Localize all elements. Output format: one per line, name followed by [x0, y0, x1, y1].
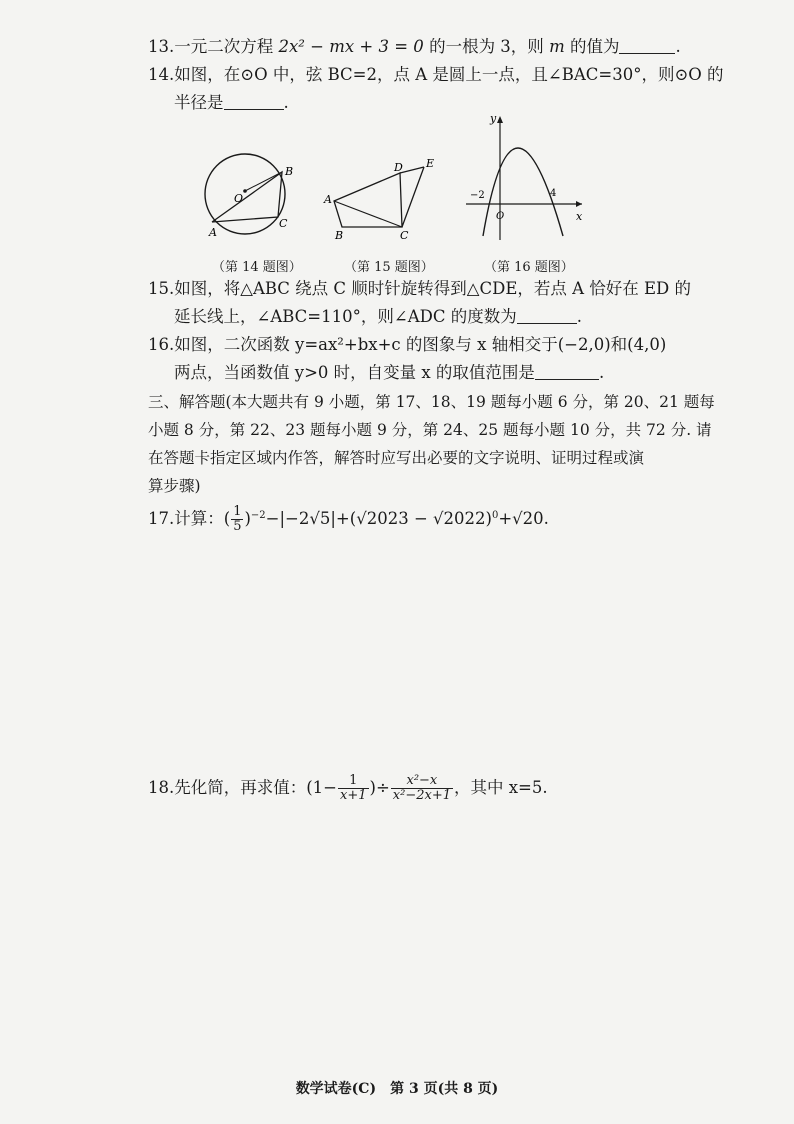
- answer-blank: [517, 307, 577, 324]
- svg-text:C: C: [400, 229, 409, 242]
- radius-line: [245, 172, 282, 191]
- svg-text:A: A: [209, 226, 217, 239]
- question-13: 13.一元二次方程 2x² − mx + 3 = 0 的一根为 3，则 m 的值为 .: [148, 37, 681, 56]
- svg-text:B: B: [335, 229, 344, 242]
- page-footer: 数学试卷(C) 第 3 页(共 8 页): [295, 1081, 499, 1097]
- question-16: 16.如图，二次函数 y=ax²+bx+c 的图象与 x 轴相交于(−2,0)和(4,0): [148, 335, 667, 354]
- figure-14-caption: （第 14 题图）: [212, 260, 302, 275]
- triangle-abc: [212, 172, 282, 222]
- figure-15: [322, 155, 442, 243]
- svg-text:O: O: [234, 192, 244, 205]
- svg-text:C: C: [279, 217, 288, 230]
- section-3-line-3: 在答题卡指定区域内作答，解答时应写出必要的文字说明、证明过程或演: [148, 449, 645, 467]
- svg-text:x: x: [576, 210, 583, 223]
- answer-blank: [619, 37, 675, 54]
- question-18: 18.先化简，再求值：(1− $\frac{1}{x+1}$ )÷ $\frac{\text{x²−x}}{\text{x²−2x+1}}$ ，其中 x=5.: [148, 773, 548, 803]
- svg-text:D: D: [394, 161, 403, 174]
- svg-text:y: y: [490, 112, 497, 125]
- figure-16-caption: （第 16 题图）: [484, 260, 574, 275]
- question-16-line-2: 两点，当函数值 y>0 时，自变量 x 的取值范围是 .: [174, 363, 605, 382]
- section-3-heading: 三、解答题(本大题共有 9 小题，第 17、18、19 题每小题 6 分，第 20、21 题每: [148, 393, 715, 411]
- answer-blank: [535, 363, 599, 380]
- question-15-line-2: 延长线上，∠ABC=110°，则∠ADC 的度数为 .: [174, 307, 582, 326]
- answer-blank: [224, 93, 284, 110]
- svg-text:O: O: [496, 211, 505, 222]
- question-14-line-2: 半径是 .: [174, 93, 289, 112]
- svg-text:B: B: [285, 165, 294, 178]
- svg-text:E: E: [426, 157, 435, 170]
- section-3-line-2: 小题 8 分，第 22、23 题每小题 9 分，第 24、25 题每小题 10 分，共 72 分. 请: [148, 421, 712, 439]
- quadrilateral: [334, 173, 402, 227]
- figure-15-caption: （第 15 题图）: [344, 260, 434, 275]
- fraction-2: $\frac{\text{x²−x}}{\text{x²−2x+1}}$: [392, 773, 451, 803]
- svg-text:4: 4: [550, 188, 557, 199]
- question-17: 17.计算：( $\frac{1}{5}$ )$^{-2}-|-2√5|+(√2023 - √2022)^0+√20$.: [148, 504, 549, 534]
- question-14: 14.如图，在⊙O 中，弦 BC=2，点 A 是圆上一点，且∠BAC=30°，则⊙O 的: [148, 65, 724, 84]
- question-15: 15.如图，将△ABC 绕点 C 顺时针旋转得到△CDE，若点 A 恰好在 ED 的: [148, 279, 692, 298]
- svg-text:A: A: [324, 193, 332, 206]
- svg-text:−2: −2: [470, 190, 485, 201]
- fraction-1: $\frac{1}{x+1}$: [340, 773, 367, 803]
- figure-14: [198, 150, 298, 242]
- fraction-one-fifth: $\frac{1}{5}$: [233, 504, 242, 534]
- section-3-line-4: 算步骤): [148, 477, 201, 495]
- figure-16: [460, 112, 588, 242]
